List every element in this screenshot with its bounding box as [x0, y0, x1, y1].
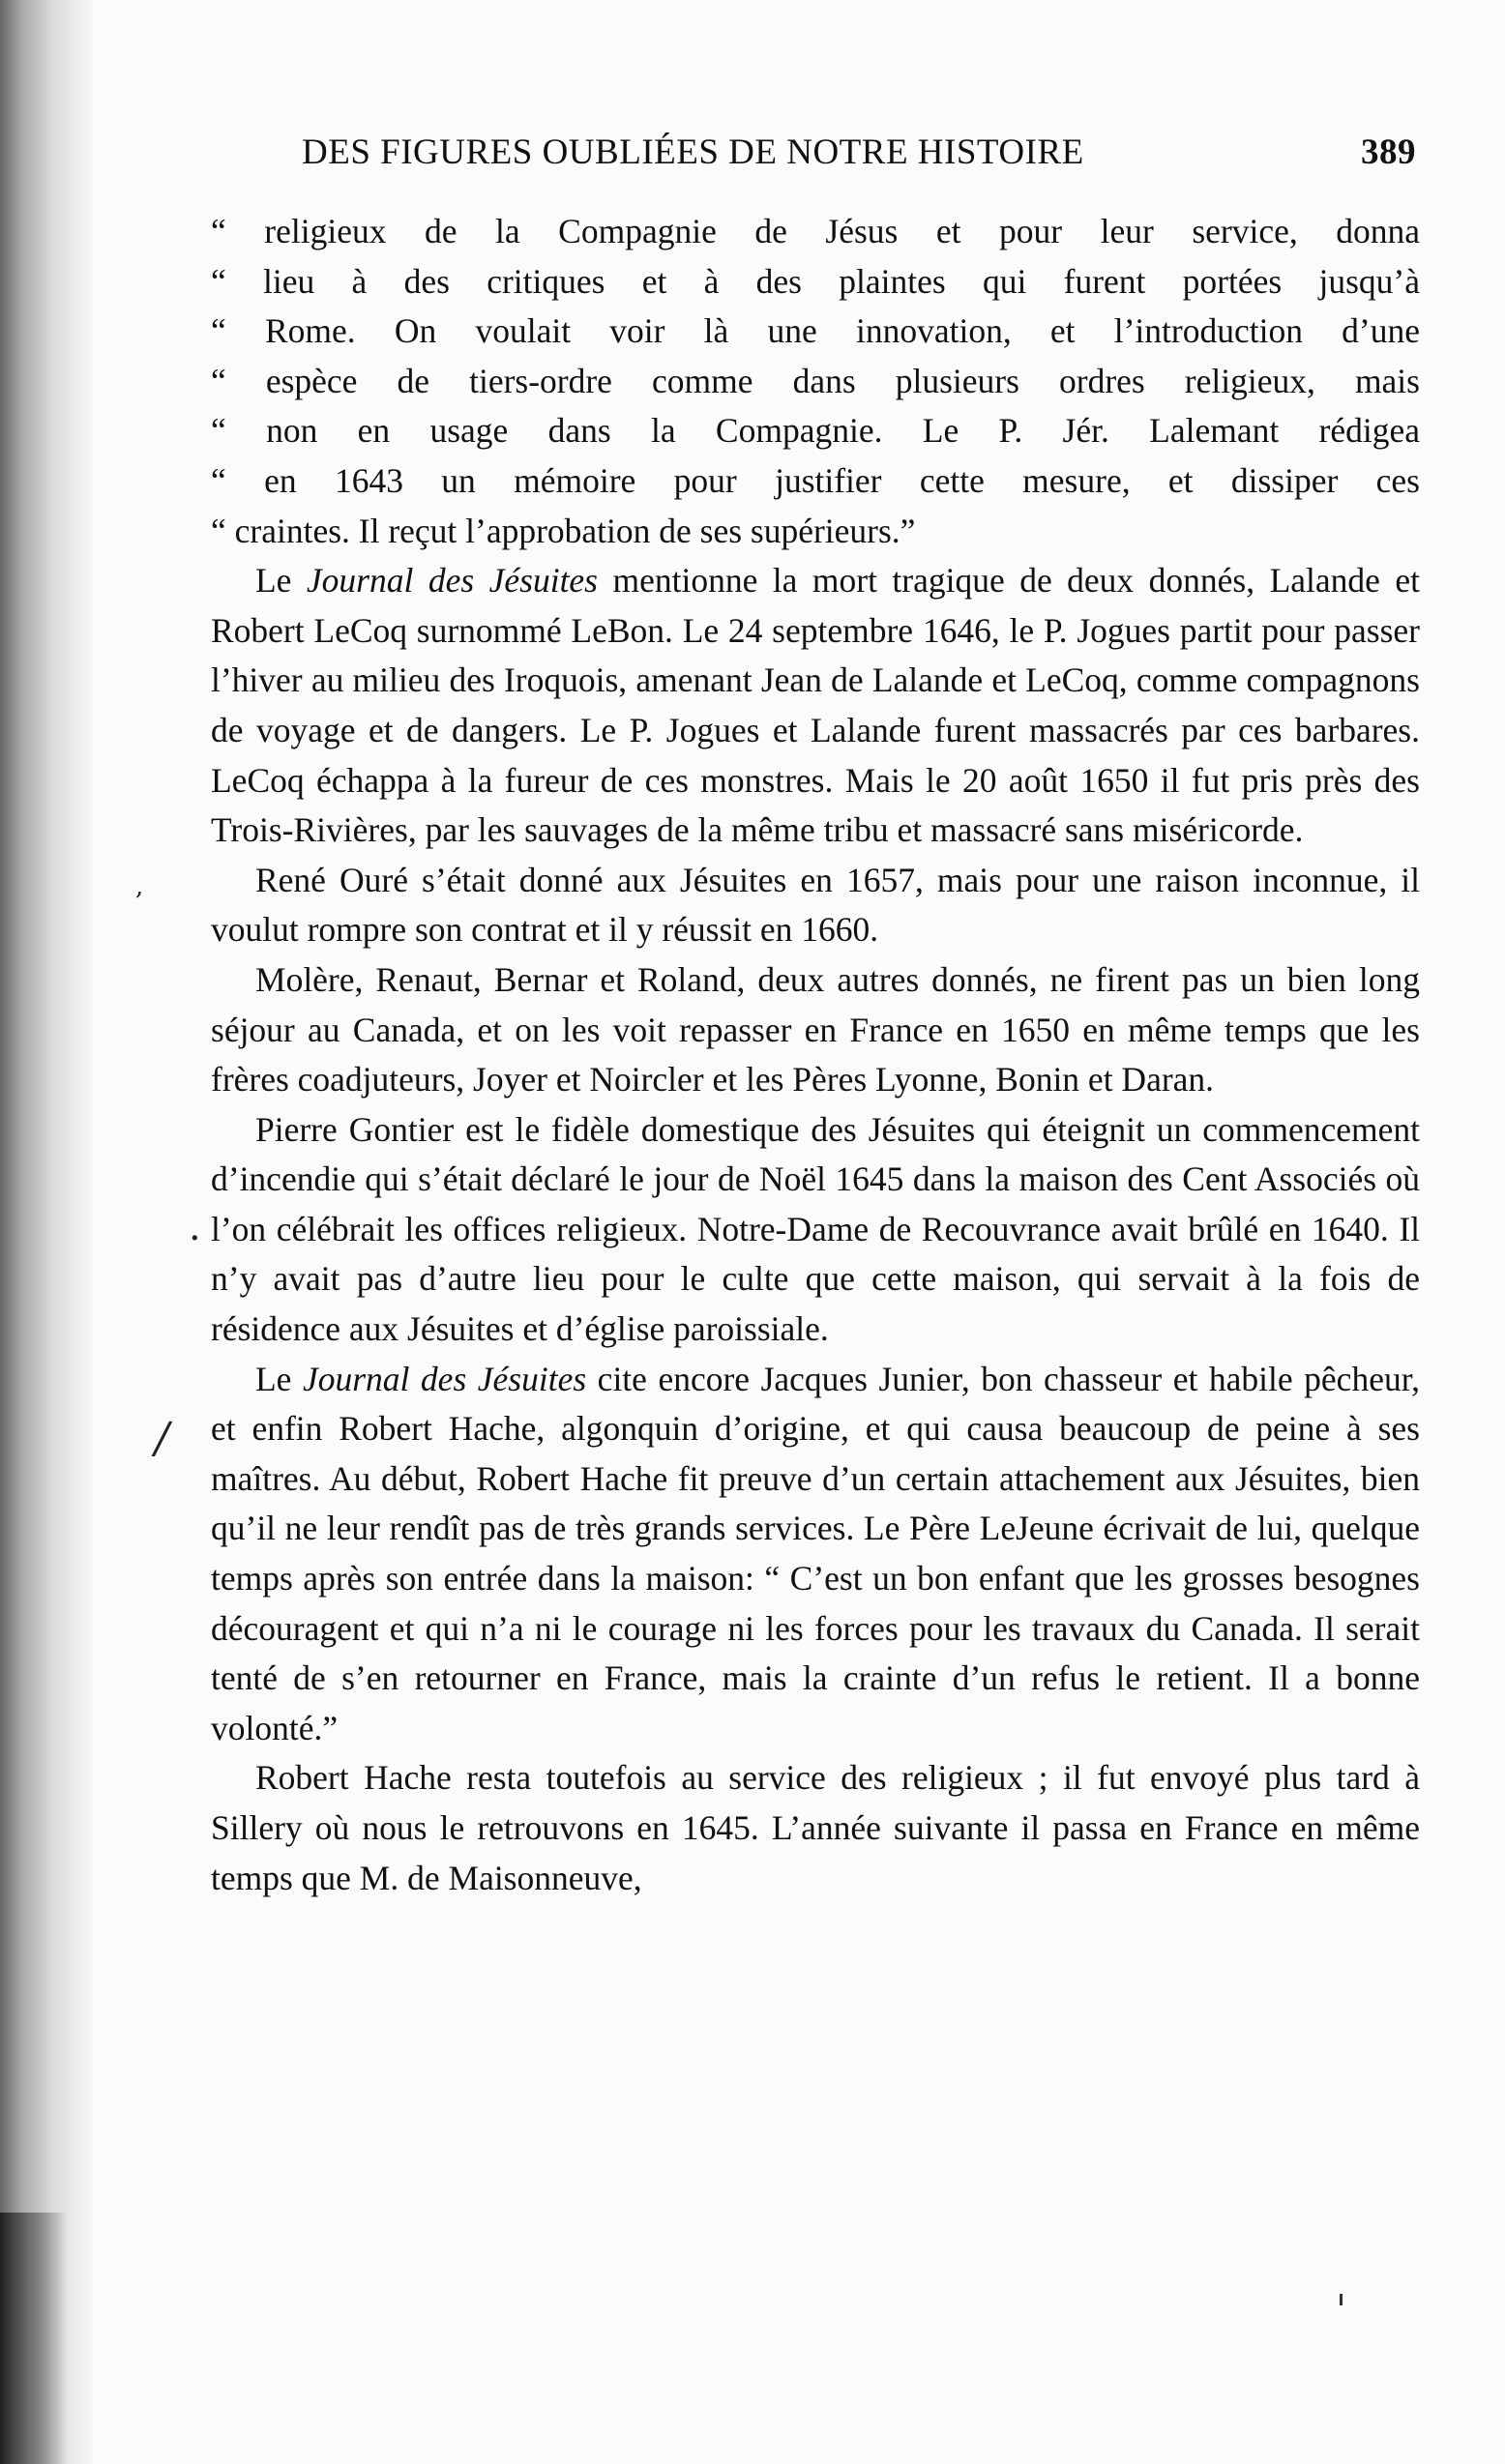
paragraph-journal-hache	[211, 1355, 1420, 1754]
page-header	[302, 124, 1416, 182]
quote-line: “ religieux de la Compagnie de Jésus et pour leur service, donna	[211, 212, 1420, 250]
paragraph-journal-lecoq	[211, 556, 1420, 856]
page-number: 389	[1361, 132, 1416, 172]
paragraph-text: cite encore Jacques Junier, bon chasseur et habile pêcheur, et enfin Robert Hache, algonquin d’origine, et qui causa beaucoup de peine à ses maîtres. Au début, Robert Hache fit preuve d’un certain attachement aux Jésuites, bien qu’il ne leur rendît pas de très grands services. Le Père LeJeune écrivait de lui, quelque temps après son entrée dans la maison: “ C’est un bon enfant que les grosses besognes découragent et qui n’a ni le courage ni les forces pour les travaux du Canada. Il serait tenté de s’en retourner en France, mais la crainte d’un refus le retient. Il a bonne volonté.”	[211, 1359, 1420, 1747]
running-title: DES FIGURES OUBLIÉES DE NOTRE HISTOIRE	[302, 132, 1084, 172]
margin-comma-mark: ,	[135, 872, 144, 901]
quote-line: “ espèce de tiers-ordre comme dans plusieurs ordres religieux, mais	[211, 361, 1420, 400]
bottom-tick-mark	[1340, 2294, 1343, 2305]
page-gutter-shadow	[0, 0, 92, 2464]
italic-title: Journal des Jésuites	[306, 561, 598, 601]
paragraph-text: mentionne la mort tragique de deux donnés, Lalande et Robert LeCoq surnommé LeBon. Le 24 septembre 1646, le P. Jogues partit pour passer l’hiver au milieu des Iroquois, amenant Jean de Lalande et LeCoq, comme compagnons de voyage et de dangers. Le P. Jogues et Lalande furent massacrés par ces barbares. LeCoq échappa à la fureur de ces monstres. Mais le 20 août 1650 il fut pris près des Trois-Rivières, par les sauvages de la même tribu et massacré sans miséricorde.	[211, 561, 1420, 850]
paragraph-molere: Molère, Renaut, Bernar et Roland, deux autres donnés, ne firent pas un bien long séjour au Canada, et on les voit repasser en France en 1650 en même temps que les frères coadjuteurs, Joyer et Noircler et les Pères Lyonne, Bonin et Daran.	[211, 959, 1420, 1100]
quote-line: “ non en usage dans la Compagnie. Le P. Jér. Lalemant rédigea	[211, 411, 1420, 451]
quoted-passage	[211, 207, 1420, 556]
margin-dot-mark: ·	[189, 1217, 201, 1261]
quote-line: “ Rome. On voulait voir là une innovation, et l’introduction d’une	[211, 311, 1420, 351]
paragraph-text: Le	[255, 1359, 303, 1398]
quote-line: “ craintes. Il reçut l’approbation de ses supérieurs.”	[211, 511, 916, 550]
paragraph-pierre-gontier: Pierre Gontier est le fidèle domestique des Jésuites qui éteignit un commencement d’incendie qui s’était déclaré le jour de Noël 1645 dans la maison des Cent Associés où l’on célébrait les offices religieux. Notre-Dame de Recouvrance avait brûlé en 1640. Il n’y avait pas d’autre lieu pour le culte que cette maison, qui servait à la fois de résidence aux Jésuites et d’église paroissiale.	[211, 1109, 1420, 1349]
paragraph-text: Le	[255, 561, 307, 601]
margin-slash-mark: /	[155, 1414, 169, 1463]
paragraph-rene-oure: René Ouré s’était donné aux Jésuites en 1657, mais pour une raison inconnue, il voulut rompre son contrat et il y réussit en 1660.	[211, 860, 1420, 950]
page-gutter-shadow-bottom	[0, 2213, 68, 2464]
body-text	[211, 207, 1420, 1903]
quote-line: “ lieu à des critiques et à des plaintes qui furent portées jusqu’à	[211, 261, 1420, 301]
italic-title: Journal des Jésuites	[302, 1359, 587, 1398]
paragraph-robert-hache: Robert Hache resta toutefois au service des religieux ; il fut envoyé plus tard à Sillery où nous le retrouvons en 1645. L’année suivante il passa en France en même temps que M. de Maisonneuve,	[211, 1758, 1420, 1897]
quote-line: “ en 1643 un mémoire pour justifier cette mesure, et dissiper ces	[211, 460, 1420, 500]
